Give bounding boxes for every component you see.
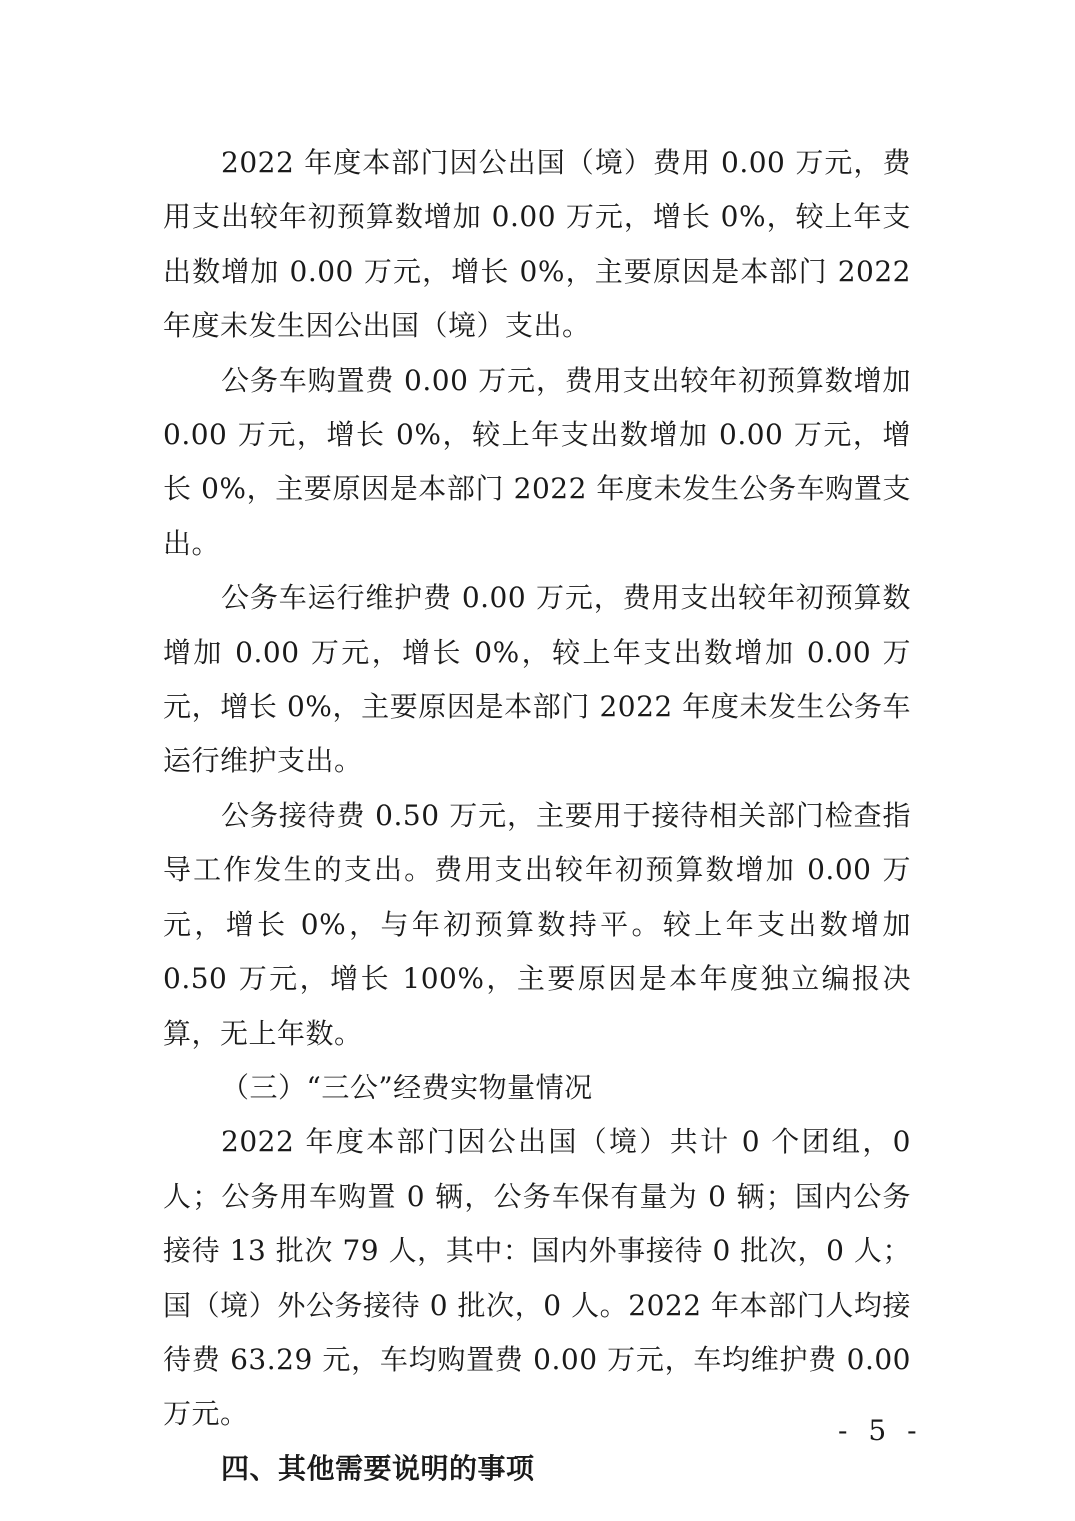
paragraph-vehicle-purchase: 公务车购置费 0.00 万元，费用支出较年初预算数增加 0.00 万元，增长 0%，较上年支出数增加 0.00 万元，增长 0%，主要原因是本部门 2022 年度未发生公务车购置支出。 xyxy=(163,363,911,560)
section-heading: 四、其他需要说明的事项 xyxy=(221,1451,535,1485)
paragraph-official-reception: 公务接待费 0.50 万元，主要用于接待相关部门检查指导工作发生的支出。费用支出较年初预算数增加 0.00 万元，增长 0%，与年初预算数持平。较上年支出数增加 0.50 万元，增长 100%，主要原因是本年度独立编报决算，无上年数。 xyxy=(163,798,911,1050)
section-subheading: （三）“三公”经费实物量情况 xyxy=(221,1070,593,1104)
paragraph-vehicle-maintenance: 公务车运行维护费 0.00 万元，费用支出较年初预算数增加 0.00 万元，增长 0%，较上年支出数增加 0.00 万元，增长 0%，主要原因是本部门 2022 年度未发生公务车运行维护支出。 xyxy=(163,581,911,778)
page-number: - 5 - xyxy=(838,1414,923,1447)
paragraph-physical-quantities: 2022 年度本部门因公出国（境）共计 0 个团组，0 人；公务用车购置 0 辆，公务车保有量为 0 辆；国内公务接待 13 批次 79 人，其中：国内外事接待 0 批次，0 人；国（境）外公务接待 0 批次，0 人。2022 年本部门人均接待费 63.29 元，车均购置费 0.00 万元，车均维护费 0.00 万元。 xyxy=(163,1125,911,1431)
paragraph-overseas-travel: 2022 年度本部门因公出国（境）费用 0.00 万元，费用支出较年初预算数增加 0.00 万元，增长 0%，较上年支出数增加 0.00 万元，增长 0%，主要原因是本部门 2022 年度未发生因公出国（境）支出。 xyxy=(163,146,911,343)
page-body xyxy=(163,136,911,1496)
